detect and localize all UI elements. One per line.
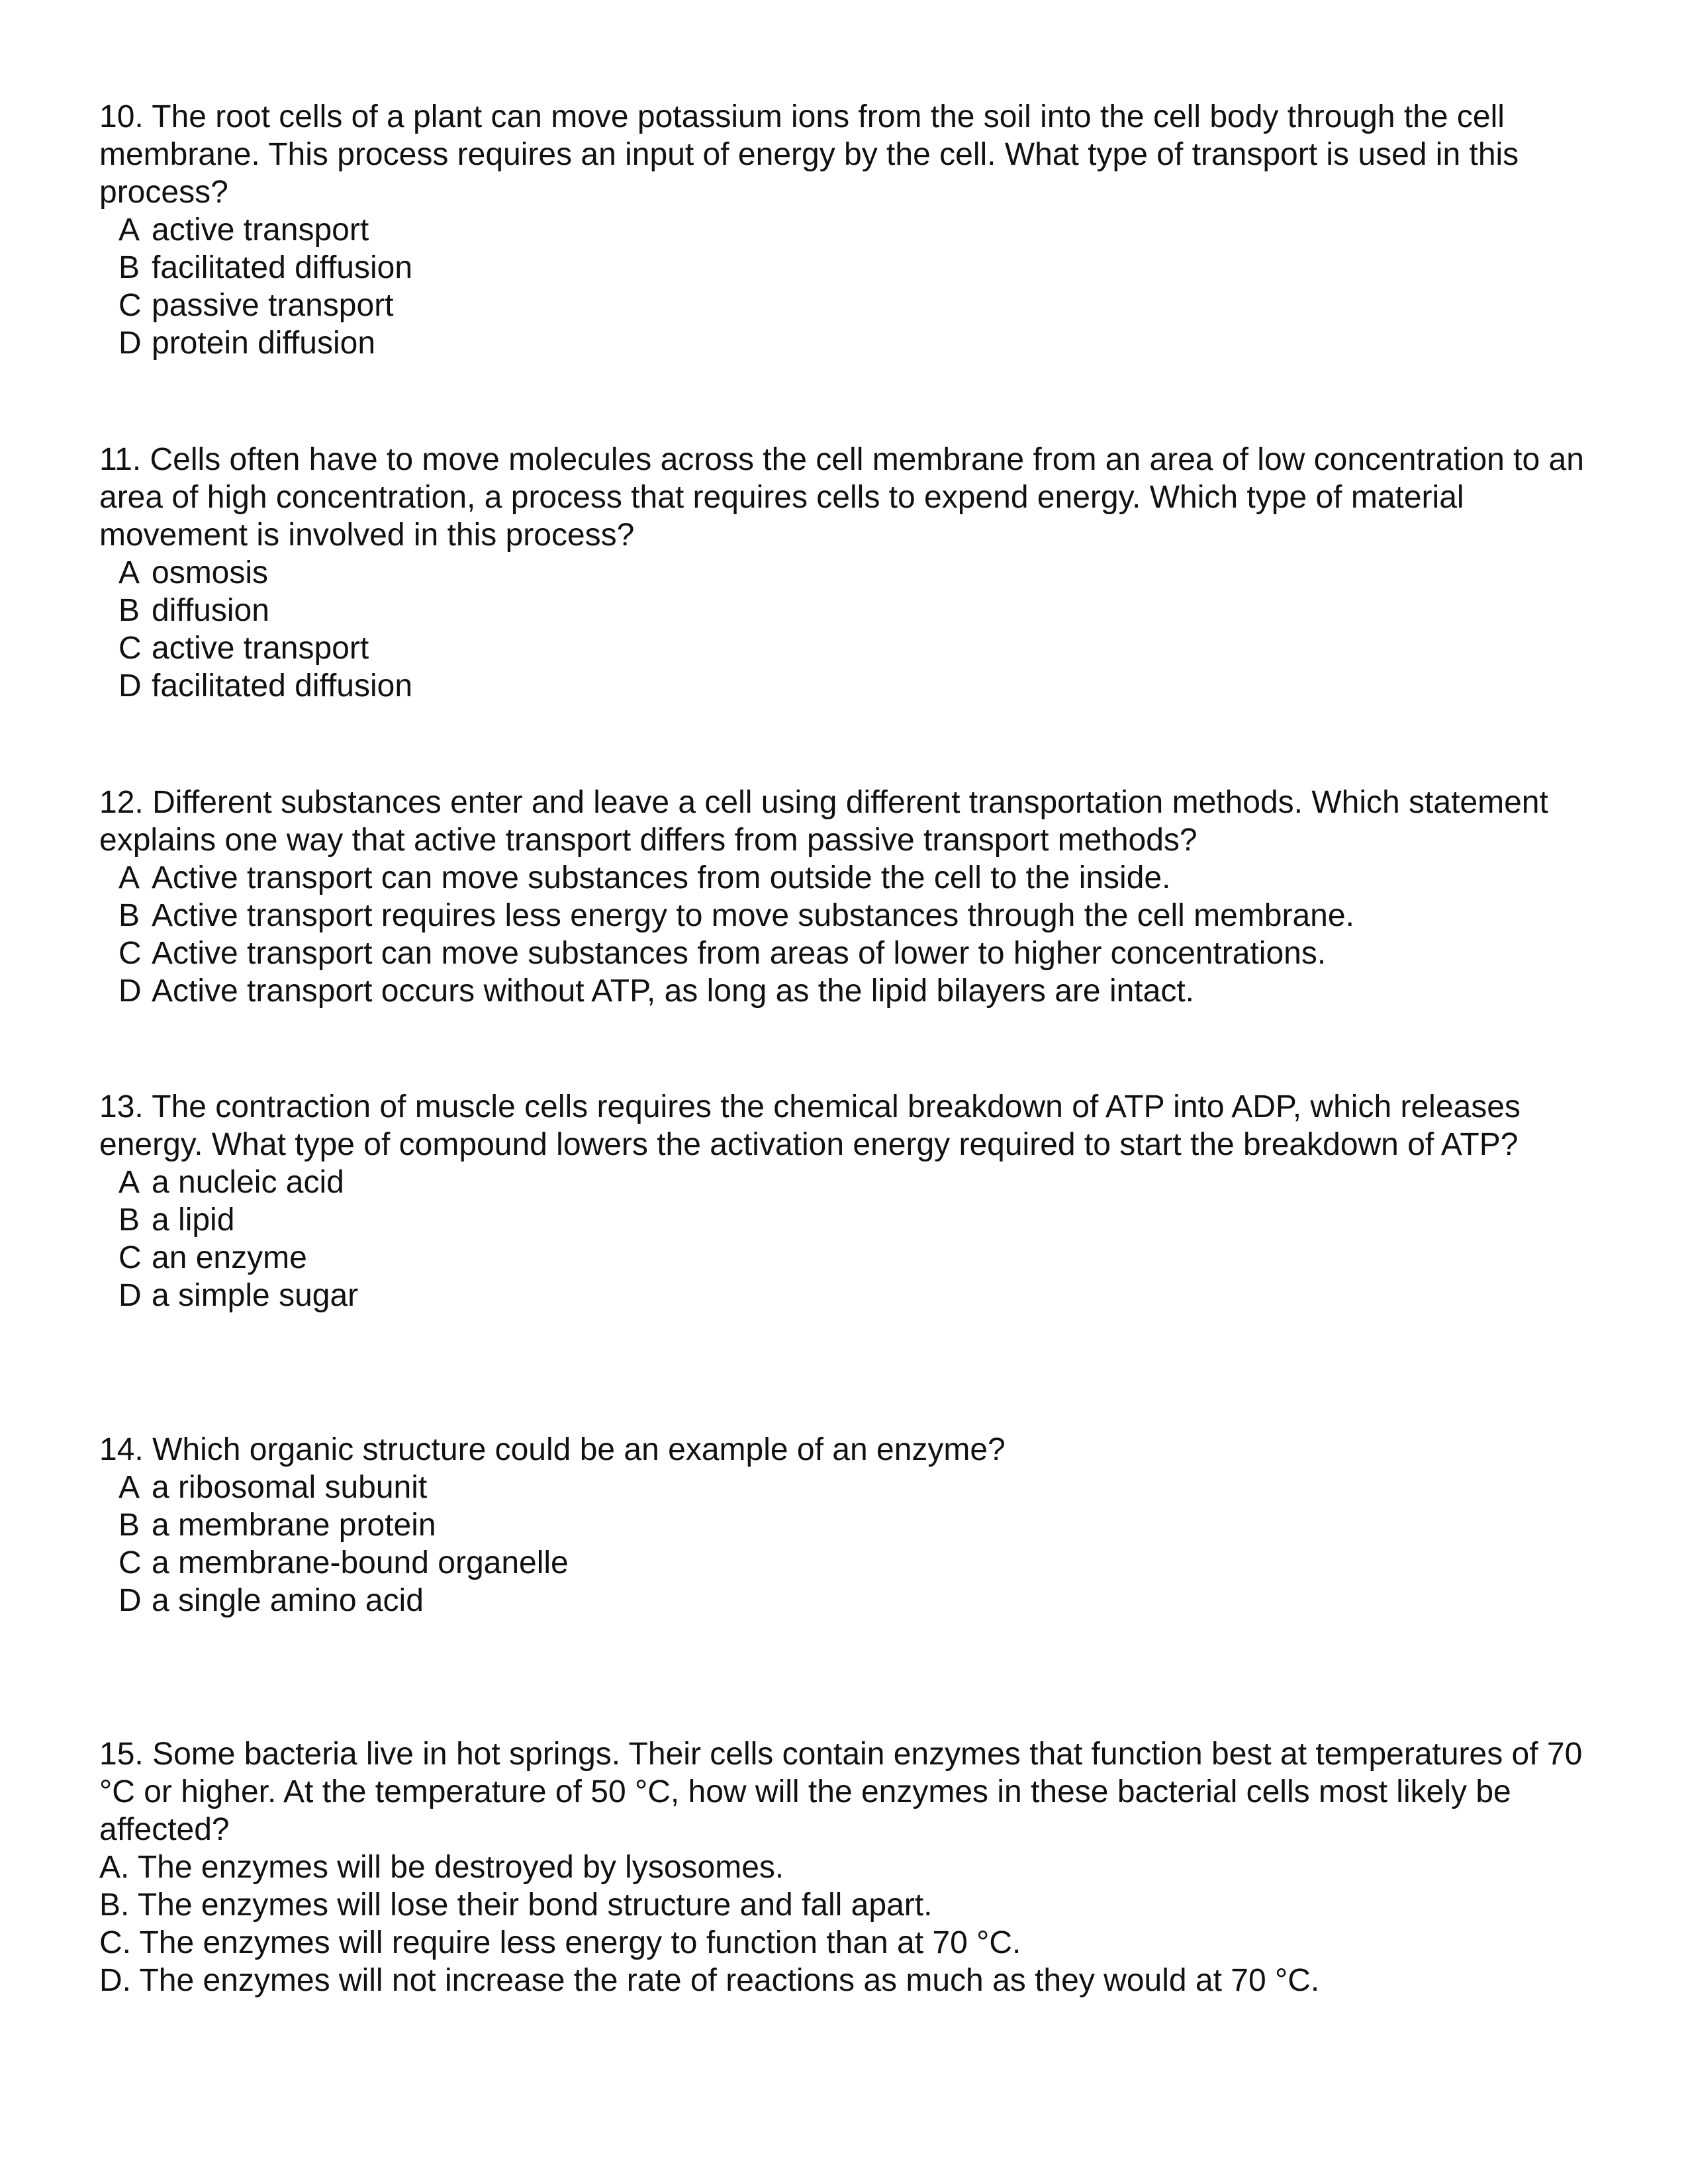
choice-letter: A bbox=[118, 860, 140, 895]
answer-choices bbox=[99, 554, 1595, 705]
choice-letter: C bbox=[118, 1545, 142, 1580]
answer-choice-d bbox=[99, 1962, 1595, 1999]
answer-choice-a bbox=[99, 1848, 1595, 1886]
question-14 bbox=[99, 1431, 1595, 1619]
choice-letter: D bbox=[118, 668, 142, 704]
question-13 bbox=[99, 1088, 1595, 1314]
answer-choice-c bbox=[99, 287, 1595, 324]
choice-letter: B bbox=[118, 898, 140, 933]
answer-choice-b bbox=[99, 592, 1595, 629]
choice-text: a ribosomal subunit bbox=[152, 1470, 428, 1505]
choice-letter: B bbox=[118, 593, 140, 628]
choice-text: Active transport can move substances from outside the cell to the inside. bbox=[152, 860, 1171, 895]
question-number: 15. bbox=[99, 1737, 144, 1772]
answer-choice-d bbox=[99, 667, 1595, 705]
choice-text: a nucleic acid bbox=[152, 1165, 344, 1200]
choice-text: a lipid bbox=[152, 1203, 235, 1238]
answer-choice-a bbox=[99, 554, 1595, 592]
choice-text: a single amino acid bbox=[152, 1583, 424, 1618]
choice-letter: A. bbox=[99, 1850, 130, 1885]
question-number: 14. bbox=[99, 1432, 144, 1467]
answer-choice-d bbox=[99, 1582, 1595, 1619]
choice-text: The enzymes will not increase the rate of reactions as much as they would at 70 °C. bbox=[139, 1963, 1320, 1998]
choice-letter: D bbox=[118, 974, 142, 1009]
answer-choice-b bbox=[99, 249, 1595, 287]
choice-text: a membrane-bound organelle bbox=[152, 1545, 569, 1580]
answer-choice-b bbox=[99, 897, 1595, 934]
answer-choice-c bbox=[99, 1544, 1595, 1582]
choice-text: Active transport requires less energy to move substances through the cell membrane. bbox=[152, 898, 1354, 933]
answer-choice-c bbox=[99, 1239, 1595, 1277]
choice-letter: A bbox=[118, 212, 140, 248]
choice-letter: B bbox=[118, 250, 140, 285]
question-10 bbox=[99, 98, 1595, 362]
choice-letter: D bbox=[118, 1583, 142, 1618]
question-text: Different substances enter and leave a cell using different transportation methods. Which statement explains one way that active transport differs from passive transport methods? bbox=[99, 785, 1548, 858]
choice-text: Active transport can move substances from areas of lower to higher concentrations. bbox=[152, 936, 1327, 971]
question-stem bbox=[99, 784, 1595, 859]
choice-text: The enzymes will lose their bond structure and fall apart. bbox=[137, 1888, 933, 1923]
choice-text: The enzymes will require less energy to function than at 70 °C. bbox=[139, 1925, 1021, 1960]
question-15 bbox=[99, 1735, 1595, 1999]
choice-letter: C bbox=[118, 1240, 142, 1275]
answer-choice-b bbox=[99, 1201, 1595, 1239]
answer-choice-c bbox=[99, 629, 1595, 667]
question-text: Cells often have to move molecules across the cell membrane from an area of low concentration to an area of high concentration, a process that requires cells to expend energy. Which type of material movement is involved in this process? bbox=[99, 442, 1584, 553]
choice-text: protein diffusion bbox=[152, 326, 376, 361]
choice-text: passive transport bbox=[152, 288, 394, 323]
choice-letter: C bbox=[118, 936, 142, 971]
answer-choices bbox=[99, 1848, 1595, 1999]
choice-letter: A bbox=[118, 1165, 140, 1200]
answer-choice-a bbox=[99, 211, 1595, 249]
choice-text: a membrane protein bbox=[152, 1508, 436, 1543]
answer-choice-c bbox=[99, 1924, 1595, 1962]
answer-choices bbox=[99, 859, 1595, 1010]
question-stem bbox=[99, 1088, 1595, 1163]
question-number: 10. bbox=[99, 99, 144, 134]
choice-letter: B bbox=[118, 1203, 140, 1238]
answer-choice-a bbox=[99, 1163, 1595, 1201]
choice-text: an enzyme bbox=[152, 1240, 307, 1275]
choice-letter: D bbox=[118, 1278, 142, 1313]
choice-text: a simple sugar bbox=[152, 1278, 359, 1313]
question-text: Some bacteria live in hot springs. Their cells contain enzymes that function best at temperatures of 70 °C or higher. At the temperature of 50 °C, how will the enzymes in these bacterial cells most likely be affected? bbox=[99, 1737, 1583, 1847]
answer-choice-c bbox=[99, 934, 1595, 972]
choice-letter: A bbox=[118, 555, 140, 590]
choice-letter: B. bbox=[99, 1888, 130, 1923]
question-text: The contraction of muscle cells requires the chemical breakdown of ATP into ADP, which releases energy. What type of compound lowers the activation energy required to start the breakdown of ATP? bbox=[99, 1089, 1521, 1162]
question-stem bbox=[99, 98, 1595, 211]
choice-letter: D. bbox=[99, 1963, 131, 1998]
choice-text: active transport bbox=[152, 212, 369, 248]
choice-letter: C. bbox=[99, 1925, 131, 1960]
choice-text: diffusion bbox=[152, 593, 269, 628]
answer-choice-a bbox=[99, 859, 1595, 897]
question-stem bbox=[99, 1431, 1595, 1469]
choice-letter: B bbox=[118, 1508, 140, 1543]
choice-text: facilitated diffusion bbox=[152, 250, 413, 285]
answer-choice-d bbox=[99, 324, 1595, 362]
choice-letter: C bbox=[118, 288, 142, 323]
answer-choice-d bbox=[99, 972, 1595, 1010]
choice-text: facilitated diffusion bbox=[152, 668, 413, 704]
question-12 bbox=[99, 784, 1595, 1010]
choice-letter: A bbox=[118, 1470, 140, 1505]
question-number: 12. bbox=[99, 785, 144, 820]
choice-letter: C bbox=[118, 631, 142, 666]
answer-choices bbox=[99, 211, 1595, 362]
question-11 bbox=[99, 441, 1595, 705]
question-number: 11. bbox=[99, 442, 142, 477]
answer-choice-b bbox=[99, 1886, 1595, 1924]
choice-text: Active transport occurs without ATP, as long as the lipid bilayers are intact. bbox=[152, 974, 1194, 1009]
question-text: Which organic structure could be an example of an enzyme? bbox=[152, 1432, 1006, 1467]
question-text: The root cells of a plant can move potassium ions from the soil into the cell body through the cell membrane. This process requires an input of energy by the cell. What type of transport is used in this process? bbox=[99, 99, 1519, 210]
answer-choice-b bbox=[99, 1506, 1595, 1544]
choice-text: active transport bbox=[152, 631, 369, 666]
question-number: 13. bbox=[99, 1089, 144, 1124]
answer-choices bbox=[99, 1469, 1595, 1619]
choice-text: The enzymes will be destroyed by lysosomes. bbox=[137, 1850, 784, 1885]
question-stem bbox=[99, 441, 1595, 554]
answer-choice-d bbox=[99, 1277, 1595, 1314]
question-stem bbox=[99, 1735, 1595, 1848]
answer-choice-a bbox=[99, 1469, 1595, 1506]
choice-letter: D bbox=[118, 326, 142, 361]
answer-choices bbox=[99, 1163, 1595, 1314]
choice-text: osmosis bbox=[152, 555, 269, 590]
